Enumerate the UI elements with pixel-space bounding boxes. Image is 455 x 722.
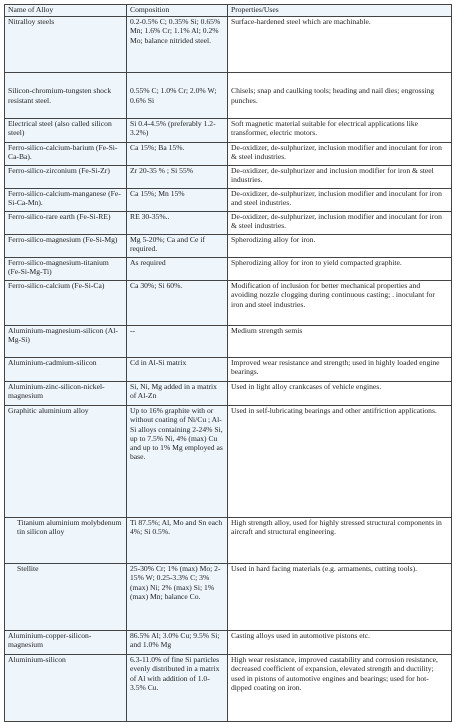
table-row	[5, 119, 452, 143]
header-name-of-alloy: Name of Alloy	[5, 5, 127, 17]
alloy-uses: Used in light alloy crankcases of vehicle engines.	[228, 382, 452, 406]
alloy-composition: 0.2-0.5% C; 0.35% Si; 0.65% Mn; 1.6% Cr; 1.1% Al; 0.2% Mo; balance nitrided steel.	[127, 17, 228, 73]
table-body	[5, 17, 452, 722]
alloy-name: Ferro-silico-magnesium-titanium (Fe-Si-Mg-Ti)	[5, 258, 127, 281]
alloy-uses: Surface-hardened steel which are machinable.	[228, 17, 452, 73]
table-row	[5, 258, 452, 281]
alloy-uses: Chisels; snap and caulking tools; heading and nail dies; engrossing punches.	[228, 73, 452, 119]
table-row	[5, 189, 452, 212]
alloy-composition: Mg 5-20%; Ca and Ce if required.	[127, 235, 228, 258]
table-row	[5, 212, 452, 235]
alloy-composition: Ca 15%; Ba 15%.	[127, 143, 228, 166]
alloy-name: Aluminium-copper-silicon-magnesium	[5, 631, 127, 655]
table-row	[5, 655, 452, 722]
alloy-name: Silicon-chromium-tungsten shock resistant steel.	[5, 73, 127, 119]
alloy-composition: 86.5% Al; 3.0% Cu; 9.5% Si; and 1.0% Mg	[127, 631, 228, 655]
alloy-uses: Soft magnetic material suitable for electrical applications like transformer, electric motors.	[228, 119, 452, 143]
header-row	[5, 5, 452, 17]
alloy-composition: As required	[127, 258, 228, 281]
table-row	[5, 326, 452, 358]
alloy-name: Electrical steel (also called silicon steel)	[5, 119, 127, 143]
table-row	[5, 281, 452, 326]
table-row	[5, 17, 452, 73]
alloy-name: Nitralloy steels	[5, 17, 127, 73]
alloy-composition: Cd in Al-Si matrix	[127, 358, 228, 382]
alloy-uses: De-oxidizer, de-sulphurizer, inclusion modifier and inoculant for iron & steel industries.	[228, 212, 452, 235]
alloy-name: Ferro-silico-zirconium (Fe-Si-Zr)	[5, 166, 127, 189]
alloy-name: Aluminium-magnesium-silicon (Al-Mg-Si)	[5, 326, 127, 358]
alloy-name: Stellite	[5, 564, 127, 631]
alloy-composition: 6.3-11.0% of fine Si particles evenly distributed in a matrix of Al with addition of 1.0-3.5% Cu.	[127, 655, 228, 722]
table-row	[5, 166, 452, 189]
alloy-uses: De-oxidizer, de-sulphurizer and inclusion modifier for iron & steel industries.	[228, 166, 452, 189]
alloy-uses: Spherodizing alloy for iron to yield compacted graphite.	[228, 258, 452, 281]
alloy-composition: 0.55% C; 1.0% Cr; 2.0% W; 0.6% Si	[127, 73, 228, 119]
alloy-uses: Spherodizing alloy for iron.	[228, 235, 452, 258]
alloy-composition: RE 30-35%..	[127, 212, 228, 235]
alloy-uses: Medium strength semis	[228, 326, 452, 358]
alloy-table	[4, 4, 452, 722]
table-row	[5, 406, 452, 518]
alloy-name: Ferro-silico-magnesium (Fe-Si-Mg)	[5, 235, 127, 258]
alloy-composition: Ca 15%; Mn 15%	[127, 189, 228, 212]
alloy-name: Aluminium-zinc-silicon-nickel-magnesium	[5, 382, 127, 406]
alloy-composition: Ca 30%; Si 60%.	[127, 281, 228, 326]
table-header	[5, 5, 452, 17]
header-properties-uses: Properties/Uses	[228, 5, 452, 17]
alloy-name: Ferro-silico-rare earth (Fe-Si-RE)	[5, 212, 127, 235]
header-composition: Composition	[127, 5, 228, 17]
alloy-name: Ferro-silico-calcium-manganese (Fe-Si-Ca-Mn).	[5, 189, 127, 212]
alloy-uses: De-oxidizer, de-sulphurizer, inclusion modifier and inoculant for iron & steel industries.	[228, 143, 452, 166]
table-row	[5, 358, 452, 382]
alloy-composition: 25-30% Cr; 1% (max) Mo; 2-15% W; 0.25-3.3% C; 3% (max) Ni; 2% (max) Si; 1% (max) Mn; balance Co.	[127, 564, 228, 631]
alloy-uses: Improved wear resistance and strength; used in highly loaded engine bearings.	[228, 358, 452, 382]
alloy-uses: High strength alloy, used for highly stressed structural components in aircraft and structural engineering.	[228, 518, 452, 564]
alloy-composition: Si, Ni, Mg added in a matrix of Al-Zn	[127, 382, 228, 406]
alloy-uses: De-oxidizer, de-sulphurizer, inclusion modifier and inoculant for iron and steel industries.	[228, 189, 452, 212]
alloy-name: Ferro-silico-calcium (Fe-Si-Ca)	[5, 281, 127, 326]
table-row	[5, 382, 452, 406]
alloy-uses: Casting alloys used in automotive pistons etc.	[228, 631, 452, 655]
table-row	[5, 143, 452, 166]
alloy-uses: Modification of inclusion for better mechanical properties and avoiding nozzle clogging during continuous casting; . inoculant for iron and steel industries.	[228, 281, 452, 326]
alloy-name: Graphitic aluminium alloy	[5, 406, 127, 518]
table-row	[5, 235, 452, 258]
alloy-composition: Zr 20-35 % ; Si 55%	[127, 166, 228, 189]
table-row	[5, 564, 452, 631]
alloy-name: Ferro-silico-calcium-barium (Fe-Si-Ca-Ba).	[5, 143, 127, 166]
alloy-uses: Used in self-lubricating bearings and other antifriction applications.	[228, 406, 452, 518]
alloy-uses: Used in hard facing materials (e.g. armaments, cutting tools).	[228, 564, 452, 631]
alloy-name: Aluminium-silicon	[5, 655, 127, 722]
alloy-name: Aluminium-cadmium-silicon	[5, 358, 127, 382]
alloy-name: Titanium aluminium molybdenum tin silicon alloy	[5, 518, 127, 564]
table-row	[5, 518, 452, 564]
alloy-uses: High wear resistance, improved castability and corrosion resistance, decreased coefficient of expansion, elevated strength and ductility; used in pistons of automotive engines and bearings; used for hot-dipped coating on iron.	[228, 655, 452, 722]
table-row	[5, 73, 452, 119]
alloy-composition: Si 0.4-4.5% (preferably 1.2-3.2%)	[127, 119, 228, 143]
alloy-composition: Up to 16% graphite with or without coating of Ni/Cu ; Al-Si alloys containing 2-24% Si, up to 7.5% Ni, 4% (max) Cu and up to 1% Mg employed as base.	[127, 406, 228, 518]
table-row	[5, 631, 452, 655]
alloy-composition: --	[127, 326, 228, 358]
alloy-composition: Ti 87.5%; Al, Mo and Sn each 4%; Si 0.5%.	[127, 518, 228, 564]
